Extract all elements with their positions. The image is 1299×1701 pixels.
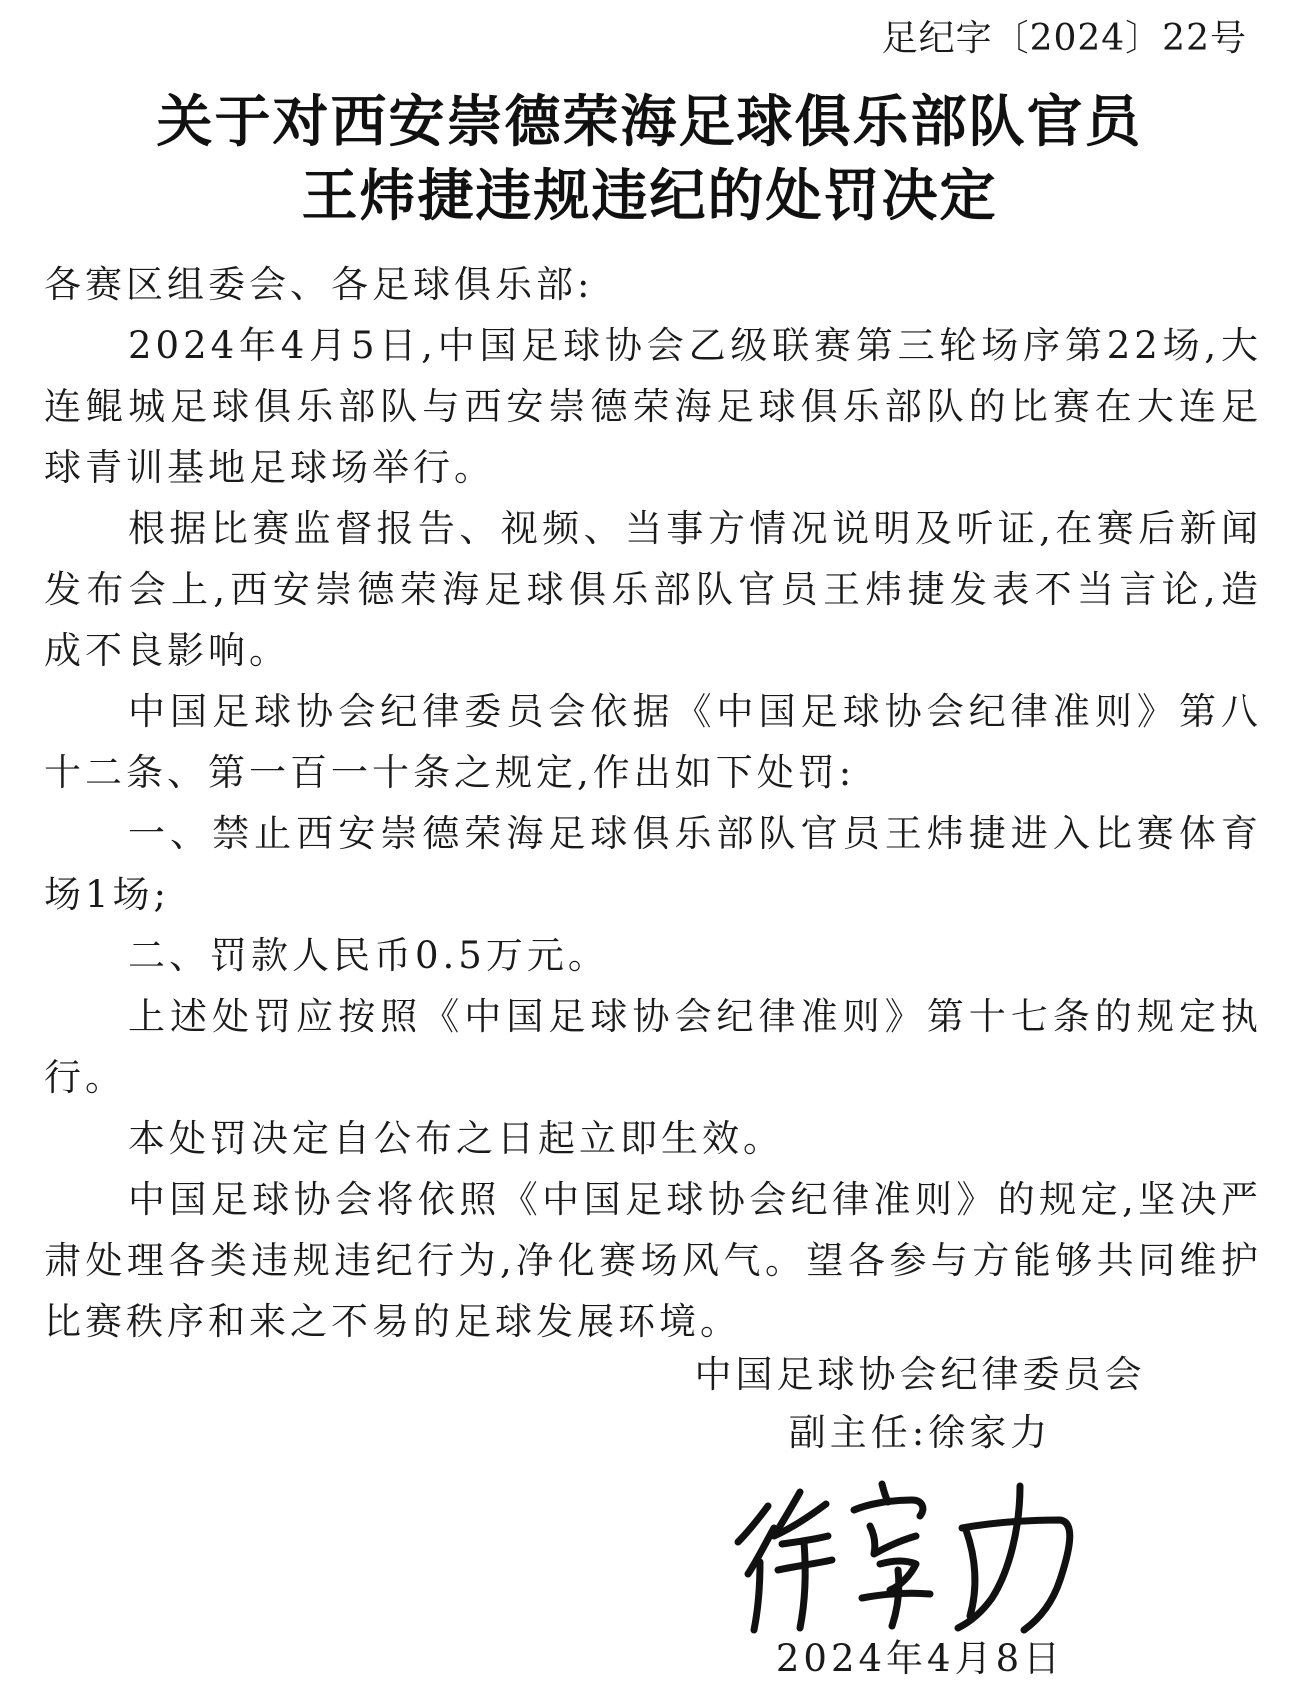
salutation: 各赛区组委会、各足球俱乐部: xyxy=(44,263,594,306)
paragraph-execution: 上述处罚应按照《中国足球协会纪律准则》第十七条的规定执行。 xyxy=(44,995,1262,1099)
issue-date: 2024年4月8日 xyxy=(775,1637,1065,1680)
signatory-line: 副主任:徐家力 xyxy=(788,1411,1052,1454)
document-number: 足纪字〔2024〕22号 xyxy=(881,18,1247,59)
title-line-2: 王炜捷违规违纪的处罚决定 xyxy=(301,164,998,229)
handwritten-signature xyxy=(730,1470,1110,1640)
penalty-item-2: 二、罚款人民币0.5万元。 xyxy=(128,934,609,977)
paragraph-1: 2024年4月5日,中国足球协会乙级联赛第三轮场序第22场,大连鲲城足球俱乐部队与西安崇德荣海足球俱乐部队的比赛在大连足球青训基地足球场举行。 xyxy=(44,324,1262,489)
document-title xyxy=(0,86,1299,234)
paragraph-2: 根据比赛监督报告、视频、当事方情况说明及听证,在赛后新闻发布会上,西安崇德荣海足球俱乐部队官员王炜捷发表不当言论,造成不良影响。 xyxy=(44,507,1262,672)
paragraph-closing: 中国足球协会将依照《中国足球协会纪律准则》的规定,坚决严肃处理各类违规违纪行为,净化赛场风气。望各参与方能够共同维护比赛秩序和来之不易的足球发展环境。 xyxy=(44,1178,1262,1343)
paragraph-effective: 本处罚决定自公布之日起立即生效。 xyxy=(128,1117,784,1160)
paragraph-3: 中国足球协会纪律委员会依据《中国足球协会纪律准则》第八十二条、第一百一十条之规定,作出如下处罚: xyxy=(44,690,1262,794)
title-line-1: 关于对西安崇德荣海足球俱乐部队官员 xyxy=(156,90,1143,155)
penalty-item-1: 一、禁止西安崇德荣海足球俱乐部队官员王炜捷进入比赛体育场1场; xyxy=(44,812,1262,916)
issuer-name: 中国足球协会纪律委员会 xyxy=(694,1353,1146,1396)
document-body xyxy=(44,254,1262,1352)
